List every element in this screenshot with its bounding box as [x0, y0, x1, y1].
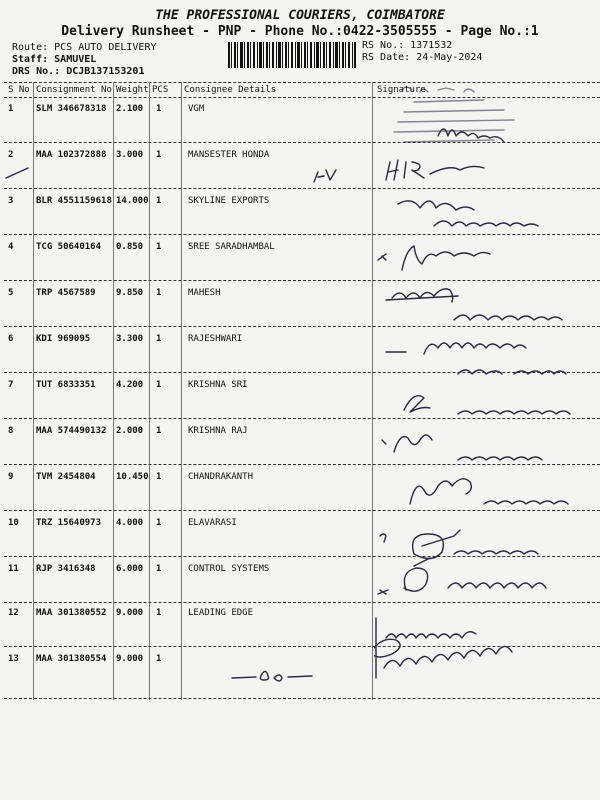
row-weight: 3.300	[116, 334, 144, 344]
col-sno: S No	[8, 85, 30, 95]
row-consignment: TRP 4567589	[36, 288, 96, 298]
row-sno: 1	[8, 104, 14, 114]
row-consignee: VGM	[188, 104, 205, 114]
row-weight: 9.000	[116, 654, 144, 664]
row-consignment: MAA 574490132	[36, 426, 107, 436]
row-pcs: 1	[156, 472, 162, 482]
row-sno: 5	[8, 288, 14, 298]
row-consignment: BLR 4551159618	[36, 196, 112, 206]
drs-label: DRS No.:	[12, 66, 61, 77]
row-sno: 12	[8, 608, 19, 618]
col-consignee: Consignee Details	[184, 85, 277, 95]
row-sno: 3	[8, 196, 14, 206]
signature-stroke	[382, 435, 432, 452]
signature-stroke	[458, 370, 566, 374]
row-consignment: SLM 346678318	[36, 104, 107, 114]
row-consignment: KDI 969095	[36, 334, 91, 344]
row-consignment: TUT 6833351	[36, 380, 96, 390]
row-weight: 10.450	[116, 472, 149, 482]
row-weight: 9.000	[116, 608, 144, 618]
row-consignee: CONTROL SYSTEMS	[188, 564, 270, 574]
row-weight: 0.850	[116, 242, 144, 252]
signature-stroke	[454, 315, 562, 320]
row-consignment: RJP 3416348	[36, 564, 96, 574]
row-consignee: MAHESH	[188, 288, 221, 298]
row-pcs: 1	[156, 334, 162, 344]
signature-stroke	[378, 590, 388, 594]
row-weight: 2.100	[116, 104, 144, 114]
row-consignment: TVM 2454804	[36, 472, 96, 482]
row-weight: 9.850	[116, 288, 144, 298]
rs-date: RS Date: 24-May-2024	[362, 52, 483, 63]
row-sno: 10	[8, 518, 19, 528]
row-pcs: 1	[156, 242, 162, 252]
signature-stroke	[458, 457, 542, 460]
row-consignee: MANSESTER HONDA	[188, 150, 270, 160]
row-consignment: MAA 301380552	[36, 608, 107, 618]
row-pcs: 1	[156, 288, 162, 298]
row-pcs: 1	[156, 426, 162, 436]
signature-stroke	[410, 479, 471, 504]
col-weight: Weight	[116, 85, 149, 95]
signature-stroke	[454, 551, 538, 554]
signature-stroke	[484, 501, 568, 504]
signature-stroke	[458, 411, 570, 414]
row-sno: 13	[8, 654, 19, 664]
ditto-mark	[232, 671, 312, 681]
signature-stroke	[413, 530, 460, 559]
signature-stroke	[424, 343, 526, 354]
row-sno: 7	[8, 380, 14, 390]
rs-number: RS No.: 1371532	[362, 40, 453, 51]
row-consignment: TRZ 15640973	[36, 518, 102, 528]
row-sno: 2	[8, 150, 14, 160]
row-consignee: ELAVARASI	[188, 518, 237, 528]
row-weight: 3.000	[116, 150, 144, 160]
signature-column	[374, 84, 600, 690]
row-consignee: SKYLINE EXPORTS	[188, 196, 270, 206]
signature-stroke	[398, 201, 474, 210]
signature-stroke	[378, 254, 386, 260]
row-sno: 11	[8, 564, 19, 574]
row-pcs: 1	[156, 654, 162, 664]
row-pcs: 1	[156, 518, 162, 528]
signature-stroke	[386, 160, 424, 180]
hr-scribble	[314, 170, 336, 182]
row-weight: 4.200	[116, 380, 144, 390]
signature-stroke	[434, 221, 538, 226]
row-weight: 4.000	[116, 518, 144, 528]
pharmacy-stamp	[394, 87, 514, 142]
signature-stroke	[392, 289, 453, 302]
signature-stroke	[448, 583, 546, 588]
row-consignee: KRISHNA RAJ	[188, 426, 248, 436]
staff-label: Staff:	[12, 54, 49, 65]
row-consignee: LEADING EDGE	[188, 608, 254, 618]
row-consignee: CHANDRAKANTH	[188, 472, 254, 482]
tick-mark	[6, 168, 28, 178]
staff-name: SAMUVEL	[54, 54, 97, 65]
row-sno: 4	[8, 242, 14, 252]
signature-stroke	[402, 246, 490, 270]
signature-stroke	[404, 396, 430, 412]
row-sno: 9	[8, 472, 14, 482]
row-pcs: 1	[156, 608, 162, 618]
signature-stroke	[380, 534, 386, 542]
row-sno: 8	[8, 426, 14, 436]
row-consignee: SREE SARADHAMBAL	[188, 242, 275, 252]
row-pcs: 1	[156, 196, 162, 206]
drs-number: DCJB137153201	[66, 66, 145, 77]
row-pcs: 1	[156, 104, 162, 114]
col-pcs: PCS	[152, 85, 169, 95]
runsheet-subtitle: Delivery Runsheet - PNP - Phone No.:0422-3505555 - Page No.:1	[61, 24, 539, 39]
row-consignment: MAA 301380554	[36, 654, 107, 664]
col-signature: Signature	[377, 85, 426, 95]
signature-stroke	[384, 646, 512, 668]
strike-stroke	[386, 296, 458, 300]
row-weight: 6.000	[116, 564, 144, 574]
row-pcs: 1	[156, 380, 162, 390]
col-consignment: Consignment No	[36, 85, 112, 95]
row-weight: 2.000	[116, 426, 144, 436]
signature-stroke	[430, 166, 484, 174]
row-pcs: 1	[156, 150, 162, 160]
row-consignee: KRISHNA SRI	[188, 380, 248, 390]
row-sno: 6	[8, 334, 14, 344]
row-pcs: 1	[156, 564, 162, 574]
signature-stroke	[374, 639, 400, 657]
route-text: Route: PCS AUTO DELIVERY	[12, 42, 157, 53]
signature-stroke	[404, 558, 430, 591]
row-consignment: TCG 50640164	[36, 242, 102, 252]
row-weight: 14.000	[116, 196, 149, 206]
row-consignment: MAA 102372888	[36, 150, 107, 160]
signature-stroke	[386, 632, 476, 638]
row-consignee: RAJESHWARI	[188, 334, 243, 344]
company-title: THE PROFESSIONAL COURIERS, COIMBATORE	[155, 8, 445, 23]
